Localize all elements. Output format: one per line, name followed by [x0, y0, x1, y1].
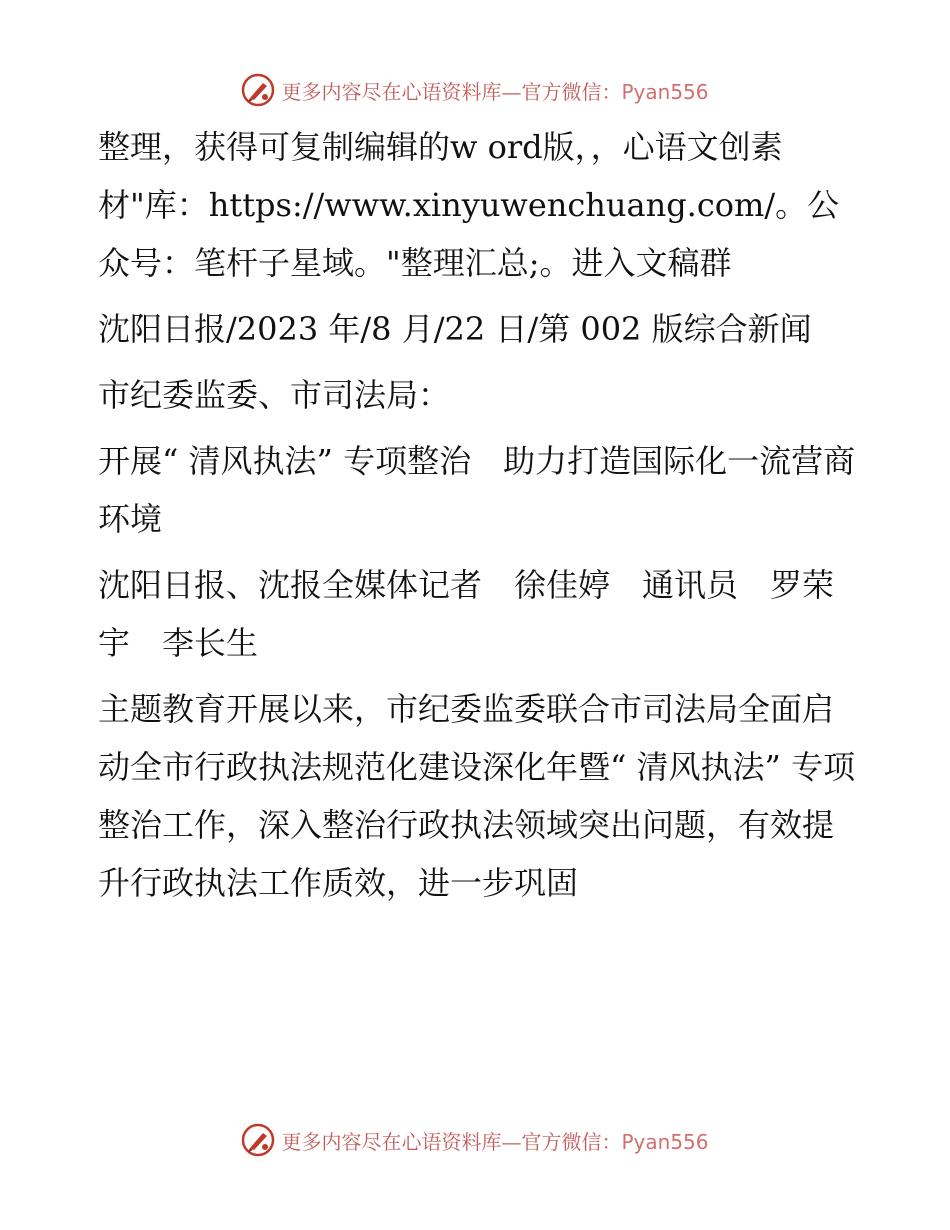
- body-paragraph: 主题教育开展以来，市纪委监委联合市司法局全面启动全市行政执法规范化建设深化年暨“ 清风执法” 专项整治工作，深入整治行政执法领域突出问题，有效提升行政执法工作质效，进一步巩固: [98, 690, 856, 902]
- document-body: [98, 118, 858, 912]
- pen-logo-icon: [241, 73, 275, 107]
- watermark-label: 更多内容尽在心语资料库—官方微信：: [281, 1129, 622, 1154]
- article-headline: 开展“ 清风执法” 专项整治 助力打造国际化一流营商环境: [98, 442, 856, 538]
- header-watermark: [0, 70, 950, 110]
- watermark-wechat-id: Pyan556: [621, 1129, 709, 1154]
- watermark-label: 更多内容尽在心语资料库—官方微信：: [281, 79, 622, 104]
- source-line: 沈阳日报/2023 年/8 月/22 日/第 002 版综合新闻: [98, 310, 812, 348]
- byline: 沈阳日报、沈报全媒体记者 徐佳婷 通讯员 罗荣宇 李长生: [98, 566, 835, 662]
- watermark-wechat-id: Pyan556: [621, 79, 709, 104]
- footer-watermark: [0, 1120, 950, 1160]
- watermark-text: [281, 76, 708, 105]
- watermark-text: [281, 1126, 708, 1155]
- department-line: 市纪委监委、市司法局：: [98, 376, 451, 414]
- intro-paragraph: 整理，获得可复制编辑的w ord版，，心语文创素材"库：https://www.xinyuwenchuang.com/。公众号：笔杆子星域。"整理汇总;。进入文稿群: [98, 128, 840, 282]
- pen-logo-icon: [241, 1123, 275, 1157]
